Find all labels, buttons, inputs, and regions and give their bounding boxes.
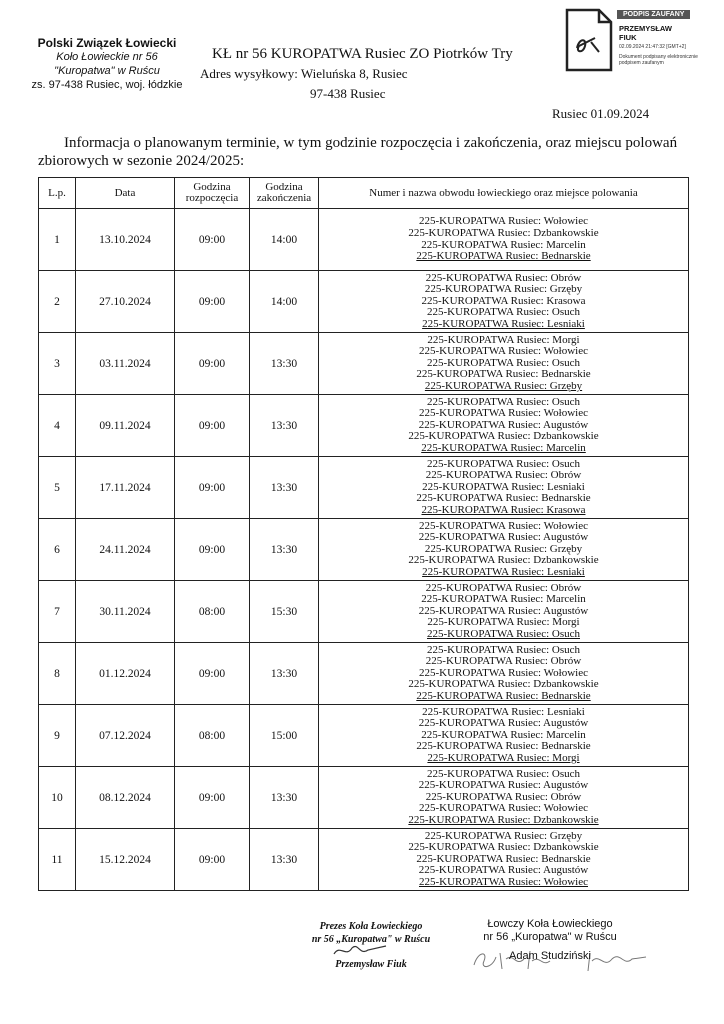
row-start-time: 09:00	[175, 643, 250, 705]
row-lp: 5	[39, 457, 76, 519]
place-entry: 225-KUROPATWA Rusiec: Augustów	[418, 418, 589, 431]
place-entry: 225-KUROPATWA Rusiec: Osuch	[427, 395, 580, 408]
row-end-time: 13:30	[250, 395, 319, 457]
table-header-row	[39, 178, 689, 209]
stamp-club: Koło Łowieckie nr 56	[56, 51, 158, 63]
row-date: 08.12.2024	[76, 767, 175, 829]
header-title: KŁ nr 56 KUROPATWA Rusiec ZO Piotrków Try	[212, 46, 513, 62]
president-club: nr 56 „Kuropatwa" w Ruścu	[311, 934, 431, 945]
table-row	[39, 643, 689, 705]
row-lp: 3	[39, 333, 76, 395]
row-date: 09.11.2024	[76, 395, 175, 457]
table-row	[39, 829, 689, 891]
club-stamp	[22, 36, 192, 92]
place-entry: 225-KUROPATWA Rusiec: Dzbankowskie	[408, 841, 599, 854]
row-places	[319, 395, 689, 457]
place-entry: 225-KUROPATWA Rusiec: Obrów	[425, 271, 582, 284]
trusted-signature-badge: PODPIS ZAUFANY	[617, 10, 690, 19]
hunt-schedule-table	[38, 177, 689, 891]
place-entry: 225-KUROPATWA Rusiec: Osuch	[427, 457, 580, 470]
row-end-time: 13:30	[250, 333, 319, 395]
place-entry: 225-KUROPATWA Rusiec: Dzbankowskie	[408, 554, 599, 567]
place-entry: 225-KUROPATWA Rusiec: Wołowiec	[418, 519, 588, 532]
row-date: 27.10.2024	[76, 271, 175, 333]
place-entry: 225-KUROPATWA Rusiec: Osuch	[427, 643, 580, 656]
place-entry: 225-KUROPATWA Rusiec: Krasowa	[421, 294, 586, 307]
row-end-time: 13:30	[250, 457, 319, 519]
place-and-date: Rusiec 01.09.2024	[552, 106, 650, 121]
signer-first-name: PRZEMYSŁAW	[619, 24, 672, 33]
row-end-time: 13:30	[250, 767, 319, 829]
row-lp: 2	[39, 271, 76, 333]
row-lp: 1	[39, 209, 76, 271]
signature-note: Dokument podpisany elektronicznie podpisem zaufanym	[619, 54, 698, 66]
place-entry: 225-KUROPATWA Rusiec: Wołowiec	[418, 215, 588, 228]
place-entry: 225-KUROPATWA Rusiec: Obrów	[425, 469, 582, 482]
place-entry: 225-KUROPATWA Rusiec: Augustów	[418, 531, 589, 544]
row-date: 13.10.2024	[76, 209, 175, 271]
place-entry: 225-KUROPATWA Rusiec: Grzęby	[424, 542, 583, 555]
table-row	[39, 519, 689, 581]
header-end-line2: zakończenia	[256, 192, 312, 204]
table-row	[39, 333, 689, 395]
table-row	[39, 395, 689, 457]
header-places: Numer i nazwa obwodu łowieckiego oraz miejsce polowania	[319, 178, 689, 209]
table-row	[39, 271, 689, 333]
president-signature-block	[296, 920, 446, 971]
row-places	[319, 581, 689, 643]
row-places	[319, 457, 689, 519]
row-end-time: 15:00	[250, 705, 319, 767]
table-row	[39, 209, 689, 271]
row-start-time: 09:00	[175, 271, 250, 333]
place-entry: 225-KUROPATWA Rusiec: Wołowiec	[418, 666, 588, 679]
place-entry: 225-KUROPATWA Rusiec: Bednarskie	[416, 492, 591, 505]
hunter-club: nr 56 „Kuropatwa" w Ruścu	[483, 931, 617, 943]
place-entry: 225-KUROPATWA Rusiec: Osuch	[427, 306, 580, 319]
row-lp: 10	[39, 767, 76, 829]
place-entry: 225-KUROPATWA Rusiec: Osuch	[427, 356, 580, 369]
table-row	[39, 457, 689, 519]
row-places	[319, 705, 689, 767]
place-entry: 225-KUROPATWA Rusiec: Bednarskie	[416, 852, 591, 865]
place-entry: 225-KUROPATWA Rusiec: Marcelin	[421, 593, 586, 606]
place-entry: 225-KUROPATWA Rusiec: Dzbankowskie	[408, 226, 599, 239]
place-entry: 225-KUROPATWA Rusiec: Marcelin	[421, 728, 586, 741]
place-entry: 225-KUROPATWA Rusiec: Wołowiec	[418, 875, 588, 888]
table-row	[39, 767, 689, 829]
place-entry: 225-KUROPATWA Rusiec: Bednarskie	[416, 740, 591, 753]
row-places	[319, 209, 689, 271]
place-entry: 225-KUROPATWA Rusiec: Augustów	[418, 779, 589, 792]
place-entry: 225-KUROPATWA Rusiec: Bednarskie	[416, 689, 591, 702]
row-end-time: 13:30	[250, 519, 319, 581]
row-lp: 6	[39, 519, 76, 581]
row-places	[319, 333, 689, 395]
hunter-name: Adam Studziński	[509, 950, 591, 962]
header-city: 97-438 Rusiec	[310, 86, 386, 101]
place-entry: 225-KUROPATWA Rusiec: Wołowiec	[418, 802, 588, 815]
table-row	[39, 705, 689, 767]
header-start-line2: rozpoczęcia	[185, 192, 239, 204]
row-date: 24.11.2024	[76, 519, 175, 581]
stamp-club-name: "Kuropatwa" w Ruścu	[54, 65, 160, 77]
row-start-time: 09:00	[175, 333, 250, 395]
row-lp: 4	[39, 395, 76, 457]
table-body	[39, 209, 689, 891]
row-date: 15.12.2024	[76, 829, 175, 891]
row-start-time: 09:00	[175, 209, 250, 271]
signature-timestamp: 02.09.2024 21:47:32 [GMT+2]	[619, 44, 686, 50]
row-date: 07.12.2024	[76, 705, 175, 767]
place-entry: 225-KUROPATWA Rusiec: Bednarskie	[416, 250, 591, 263]
place-entry: 225-KUROPATWA Rusiec: Augustów	[418, 864, 589, 877]
table-row	[39, 581, 689, 643]
place-entry: 225-KUROPATWA Rusiec: Wołowiec	[418, 345, 588, 358]
stamp-org: Polski Związek Łowiecki	[37, 36, 177, 50]
trusted-signature-box	[565, 8, 715, 78]
row-places	[319, 643, 689, 705]
place-entry: 225-KUROPATWA Rusiec: Obrów	[425, 581, 582, 594]
place-entry: 225-KUROPATWA Rusiec: Obrów	[425, 790, 582, 803]
place-entry: 225-KUROPATWA Rusiec: Grzęby	[424, 283, 583, 296]
place-entry: 225-KUROPATWA Rusiec: Morgi	[427, 751, 580, 764]
header-end-time	[250, 178, 319, 209]
signer-last-name: FIUK	[619, 33, 637, 42]
row-places	[319, 829, 689, 891]
row-date: 01.12.2024	[76, 643, 175, 705]
row-start-time: 09:00	[175, 395, 250, 457]
header-start-line1: Godzina	[193, 181, 231, 193]
place-entry: 225-KUROPATWA Rusiec: Grzęby	[424, 379, 583, 392]
row-places	[319, 519, 689, 581]
row-date: 17.11.2024	[76, 457, 175, 519]
intro-paragraph: Informacja o planowanym terminie, w tym godzinie rozpoczęcia i zakończenia, oraz miejscu polowań zbiorowych w sezonie 2024/2025:	[38, 135, 678, 169]
row-end-time: 13:30	[250, 829, 319, 891]
row-start-time: 09:00	[175, 767, 250, 829]
header-start-time	[175, 178, 250, 209]
place-entry: 225-KUROPATWA Rusiec: Dzbankowskie	[408, 678, 599, 691]
row-lp: 7	[39, 581, 76, 643]
row-lp: 11	[39, 829, 76, 891]
row-places	[319, 271, 689, 333]
stamp-address: zs. 97-438 Rusiec, woj. łódzkie	[31, 79, 183, 91]
row-start-time: 09:00	[175, 519, 250, 581]
place-entry: 225-KUROPATWA Rusiec: Augustów	[418, 717, 589, 730]
row-start-time: 08:00	[175, 581, 250, 643]
president-title: Prezes Koła Łowieckiego	[319, 921, 423, 932]
row-start-time: 09:00	[175, 457, 250, 519]
place-entry: 225-KUROPATWA Rusiec: Marcelin	[421, 441, 586, 454]
place-entry: 225-KUROPATWA Rusiec: Morgi	[427, 333, 580, 346]
place-entry: 225-KUROPATWA Rusiec: Marcelin	[421, 238, 586, 251]
place-entry: 225-KUROPATWA Rusiec: Lesniaki	[422, 565, 585, 578]
hunter-title: Łowczy Koła Łowieckiego	[487, 918, 613, 930]
place-entry: 225-KUROPATWA Rusiec: Morgi	[427, 616, 580, 629]
header-address: Adres wysyłkowy: Wieluńska 8, Rusiec	[200, 66, 408, 81]
row-lp: 9	[39, 705, 76, 767]
header-lp: L.p.	[39, 178, 76, 209]
place-entry: 225-KUROPATWA Rusiec: Lesniaki	[422, 705, 585, 718]
place-entry: 225-KUROPATWA Rusiec: Grzęby	[424, 829, 583, 842]
header-date: Data	[76, 178, 175, 209]
place-entry: 225-KUROPATWA Rusiec: Dzbankowskie	[408, 430, 599, 443]
place-entry: 225-KUROPATWA Rusiec: Osuch	[427, 627, 580, 640]
place-entry: 225-KUROPATWA Rusiec: Dzbankowskie	[408, 813, 599, 826]
row-start-time: 08:00	[175, 705, 250, 767]
place-entry: 225-KUROPATWA Rusiec: Osuch	[427, 767, 580, 780]
row-date: 03.11.2024	[76, 333, 175, 395]
header-end-line1: Godzina	[265, 181, 303, 193]
row-end-time: 13:30	[250, 643, 319, 705]
row-end-time: 14:00	[250, 209, 319, 271]
signed-document-icon	[565, 8, 613, 72]
place-entry: 225-KUROPATWA Rusiec: Lesniaki	[422, 480, 585, 493]
row-places	[319, 767, 689, 829]
row-start-time: 09:00	[175, 829, 250, 891]
row-end-time: 14:00	[250, 271, 319, 333]
place-entry: 225-KUROPATWA Rusiec: Wołowiec	[418, 407, 588, 420]
place-entry: 225-KUROPATWA Rusiec: Lesniaki	[422, 317, 585, 330]
row-date: 30.11.2024	[76, 581, 175, 643]
president-name: Przemysław Fiuk	[335, 959, 407, 970]
row-lp: 8	[39, 643, 76, 705]
place-entry: 225-KUROPATWA Rusiec: Krasowa	[421, 503, 586, 516]
signer-name	[619, 24, 672, 42]
place-entry: 225-KUROPATWA Rusiec: Bednarskie	[416, 368, 591, 381]
hunter-signature-block	[470, 918, 630, 963]
place-entry: 225-KUROPATWA Rusiec: Obrów	[425, 655, 582, 668]
row-end-time: 15:30	[250, 581, 319, 643]
place-entry: 225-KUROPATWA Rusiec: Augustów	[418, 604, 589, 617]
